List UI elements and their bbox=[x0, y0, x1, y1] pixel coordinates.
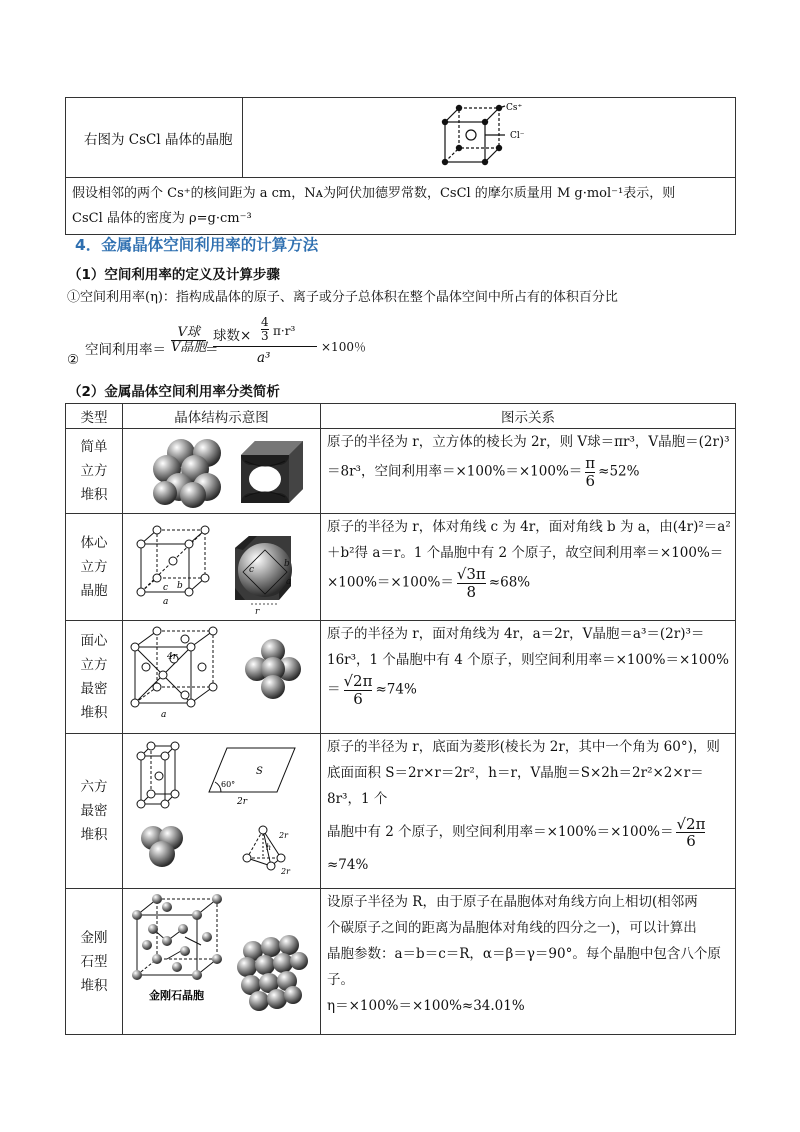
svg-text:4r: 4r bbox=[167, 652, 178, 662]
type-label: 简单 立方 堆积 bbox=[66, 429, 123, 514]
cl-label: Cl⁻ bbox=[510, 131, 525, 141]
formula-den: a³ bbox=[257, 350, 271, 366]
subsection-2-title: （2）金属晶体空间利用率分类简析 bbox=[68, 384, 280, 400]
table-row bbox=[66, 514, 736, 621]
svg-text:b: b bbox=[284, 559, 290, 569]
svg-text:c: c bbox=[163, 583, 169, 593]
header-type: 类型 bbox=[66, 404, 123, 429]
formula-v-ball: V球 bbox=[177, 325, 200, 340]
fcc-figure bbox=[123, 621, 321, 733]
simple-cubic-figure bbox=[123, 429, 321, 513]
table-row bbox=[66, 734, 736, 889]
type-label: 面心 立方 最密 堆积 bbox=[66, 621, 123, 734]
formula-pir3: π·r³ bbox=[273, 324, 296, 338]
formula-eq: ＝ bbox=[205, 342, 219, 358]
cscl-density-line1: 假设相邻的两个 Cs⁺的核间距为 a cm，Nᴀ为阿伏加德罗常数，CsCl 的摩尔质量用 M g·mol⁻¹表示，则 bbox=[72, 186, 676, 201]
svg-text:a: a bbox=[161, 710, 167, 720]
cscl-figure-cell bbox=[243, 98, 736, 178]
formula-v-cell: V晶胞 bbox=[171, 340, 207, 356]
header-relation: 图示关系 bbox=[321, 404, 736, 429]
formula-big-fraction bbox=[213, 315, 296, 373]
type-label: 六方 最密 堆积 bbox=[66, 734, 123, 889]
svg-text:2r: 2r bbox=[237, 797, 248, 807]
subsection-1-title: （1）空间利用率的定义及计算步骤 bbox=[68, 267, 280, 283]
svg-text:a: a bbox=[163, 597, 169, 607]
formula-num: 球数× bbox=[213, 328, 252, 344]
relation-cell: 原子的半径为 r，立方体的棱长为 2r，则 V球＝πr³，V晶胞＝(2r)³ ＝8r³，空间利用率＝×100%＝×100%＝ $\frac{\pi}{6}$ ≈52% bbox=[321, 429, 736, 514]
cs-label: Cs⁺ bbox=[506, 103, 523, 113]
table-row bbox=[66, 429, 736, 514]
relation-cell: 原子的半径为 r，底面为菱形(棱长为 2r，其中一个角为 60°)，则 底面面积 S＝2r×r＝2r²，h＝r，V晶胞＝S×2h＝2r²×2×r＝8r³，1 个 晶胞中有 2 个原子，则空间利用率＝×100%＝×100%＝ $\frac{√2\pi}{6}$ ≈74% bbox=[321, 734, 736, 889]
formula-43-den: 3 bbox=[261, 329, 269, 344]
formula-43-num: 4 bbox=[261, 315, 269, 329]
svg-text:r: r bbox=[255, 607, 260, 617]
figure-cell bbox=[123, 889, 321, 1035]
formula-circle-2: ② bbox=[67, 352, 80, 368]
svg-text:60°: 60° bbox=[221, 780, 236, 789]
cscl-density-line2: CsCl 晶体的密度为 ρ=g·cm⁻³ bbox=[72, 211, 252, 226]
cscl-density-cell bbox=[66, 178, 736, 235]
cscl-desc-cell bbox=[66, 98, 243, 178]
formula-v-fraction bbox=[171, 326, 206, 356]
svg-text:2r: 2r bbox=[279, 831, 288, 840]
section-4-title: 4．金属晶体空间利用率的计算方法 bbox=[75, 236, 319, 254]
figure-cell bbox=[123, 514, 321, 621]
figure-cell bbox=[123, 734, 321, 889]
relation-cell: 设原子半径为 R，由于原子在晶胞体对角线方向上相切(相邻两 个碳原子之间的距离为晶胞体对角线的四分之一)，可以计算出 晶胞参数：a＝b＝c＝R，α＝β＝γ＝90°。每个晶胞中包含八个原 子。 η＝×100%＝×100%≈34.01% bbox=[321, 889, 736, 1035]
formula-pct: ×100％ bbox=[321, 340, 366, 354]
figure-cell bbox=[123, 621, 321, 734]
relation-cell: 原子的半径为 r，体对角线 c 为 4r，面对角线 b 为 a，由(4r)²＝a² ＋b²得 a＝r。1 个晶胞中有 2 个原子，故空间利用率＝×100%＝ ×100%＝×100%＝ $\frac{√3\pi}{8}$ ≈68% bbox=[321, 514, 736, 621]
formula-block bbox=[67, 315, 367, 373]
bcc-figure bbox=[123, 514, 321, 620]
svg-text:h: h bbox=[266, 843, 272, 852]
type-label: 金刚 石型 堆积 bbox=[66, 889, 123, 1035]
definition-text: ①空间利用率(η)：指构成晶体的原子、离子或分子总体积在整个晶体空间中所占有的体积百分比 bbox=[67, 290, 618, 305]
formula-lhs: 空间利用率＝ bbox=[85, 342, 166, 358]
cscl-table bbox=[65, 97, 736, 235]
figure-cell bbox=[123, 429, 321, 514]
cscl-desc: 右图为 CsCl 晶体的晶胞 bbox=[84, 131, 233, 148]
table-row bbox=[66, 621, 736, 734]
table-row bbox=[66, 889, 736, 1035]
svg-text:S: S bbox=[256, 766, 263, 777]
diamond-figure bbox=[123, 889, 321, 1034]
svg-text:2r: 2r bbox=[281, 867, 290, 876]
relation-cell: 原子的半径为 r，面对角线为 4r，a＝2r，V晶胞＝a³＝(2r)³＝ 16r³，1 个晶胞中有 4 个原子，则空间利用率＝×100%＝×100% ＝ $\frac{√2\pi}{6}$ ≈74% bbox=[321, 621, 736, 734]
type-label: 体心 立方 晶胞 bbox=[66, 514, 123, 621]
cscl-unit-cell-figure bbox=[243, 98, 736, 177]
svg-text:a: a bbox=[286, 577, 292, 587]
svg-text:c: c bbox=[249, 565, 255, 575]
header-figure: 晶体结构示意图 bbox=[123, 404, 321, 429]
hcp-figure bbox=[123, 734, 321, 888]
packing-table bbox=[65, 403, 736, 1035]
diamond-caption: 金刚石晶胞 bbox=[149, 989, 204, 1002]
formula-43 bbox=[261, 316, 269, 343]
svg-text:b: b bbox=[177, 581, 183, 591]
